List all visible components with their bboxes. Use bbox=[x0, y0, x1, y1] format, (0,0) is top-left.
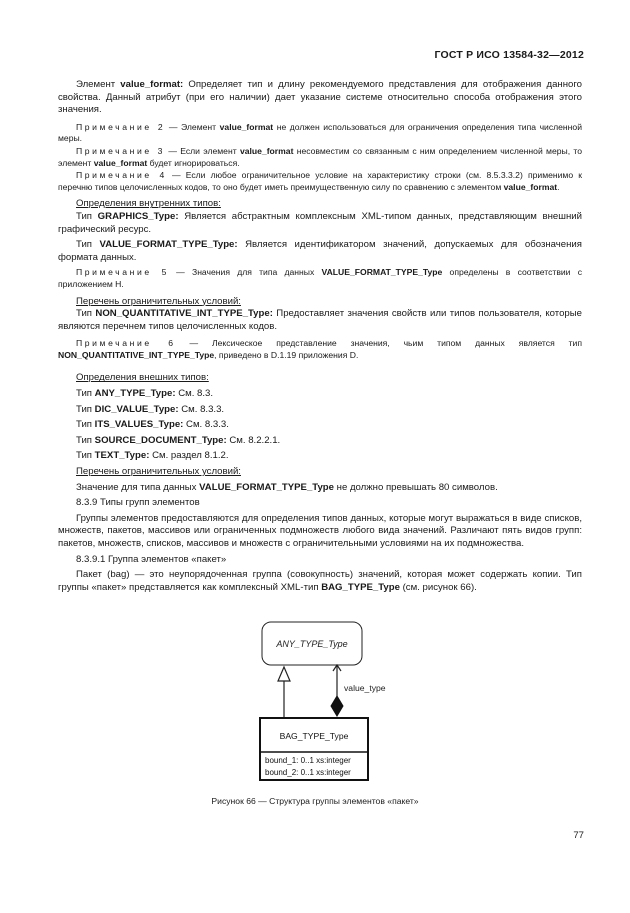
note-label: Примечание 3 bbox=[76, 145, 166, 156]
section-8-3-9-1-heading: 8.3.9.1 Группа элементов «пакет» bbox=[76, 553, 227, 565]
note-label: Примечание 2 bbox=[76, 121, 166, 132]
text: Пакет (bag) — это неупорядоченная группа (совокупность) значений, которая может содержать копии. Тип группы «пакет» представляется как комплексный XML-тип bbox=[58, 569, 582, 593]
section-8-3-9-text: Группы элементов предоставляются для определения типов данных, которые могут выражаться в виде списков, множеств, пакетов, массивов или ограниченных подмножеств любого вида значений. Различают пять видов групп: пакетов, множеств, списков, массивов и множеств с ограничительными условиями на их подмножества. bbox=[58, 512, 582, 549]
bound-1-attribute: bound_1: 0..1 xs:integer bbox=[265, 756, 351, 765]
inheritance-arrow bbox=[278, 667, 290, 718]
heading: Перечень ограничительных условий: bbox=[76, 466, 241, 478]
text: (см. рисунок 66). bbox=[399, 581, 477, 593]
term: value_format bbox=[93, 157, 148, 168]
text: См. 8.2.2.1. bbox=[226, 434, 281, 446]
text: Тип bbox=[76, 434, 95, 446]
text: Предоставляет значения свойств или типов пользователя, которые являются перечнем типов целочисленных кодов. bbox=[58, 308, 582, 332]
text: Является идентификатором значений, допускаемых для обозначения формата данных. bbox=[58, 239, 582, 263]
term: value_format bbox=[503, 181, 558, 192]
term: ITS_VALUES_Type: bbox=[94, 419, 184, 431]
term: TEXT_Type: bbox=[94, 450, 150, 462]
page-number: 77 bbox=[573, 830, 584, 841]
term: VALUE_FORMAT_TYPE_Type: bbox=[99, 239, 238, 251]
text: несовместим со связанным с ним определением численной меры, то элемент bbox=[58, 145, 582, 168]
text: — Если элемент bbox=[165, 145, 240, 156]
text: Тип bbox=[76, 239, 100, 251]
document-header: ГОСТ Р ИСО 13584-32—2012 bbox=[434, 49, 584, 61]
heading: Определения внешних типов: bbox=[76, 372, 209, 384]
term: GRAPHICS_Type: bbox=[97, 210, 179, 222]
term: VALUE_FORMAT_TYPE_Type bbox=[199, 481, 334, 493]
bound-2-attribute: bound_2: 0..1 xs:integer bbox=[265, 768, 351, 777]
note-label: Примечание 6 bbox=[76, 338, 176, 349]
note-label: Примечание 4 bbox=[76, 170, 167, 181]
text: Является абстрактным комплексным XML-типом данных, представляющим внешний графический ресурс. bbox=[58, 210, 582, 235]
term: value_format: bbox=[120, 79, 184, 90]
text: Тип bbox=[76, 308, 96, 320]
term: VALUE_FORMAT_TYPE_Type bbox=[321, 267, 443, 278]
any-type-box bbox=[262, 622, 362, 665]
term: NON_QUANTITATIVE_INT_TYPE_Type bbox=[58, 349, 215, 360]
text: См. 8.3. bbox=[175, 388, 214, 400]
text: будет игнорироваться. bbox=[147, 157, 240, 168]
bag-type-label: BAG_TYPE_Type bbox=[279, 731, 349, 741]
text: не должно превышать 80 символов. bbox=[333, 481, 498, 493]
value-type-label: value_type bbox=[344, 683, 386, 693]
text: — Значения для типа данных bbox=[168, 267, 322, 278]
text: Значение для типа данных bbox=[76, 481, 200, 493]
figure-caption: Рисунок 66 — Структура группы элементов «пакет» bbox=[211, 796, 419, 806]
text: Тип bbox=[76, 210, 98, 222]
term: value_format bbox=[239, 145, 294, 156]
term: SOURCE_DOCUMENT_Type: bbox=[94, 434, 227, 446]
term: value_format bbox=[219, 121, 274, 132]
term: ANY_TYPE_Type: bbox=[94, 388, 176, 400]
aggregation-association bbox=[331, 665, 343, 716]
text: — Если любое ограничительное условие на характеристику строки (см. 8.5.3.3.2) применимо к перечню типов целочисленных кодов, то оно будет иметь преимущественную силу по сравнению с элементом bbox=[58, 170, 583, 192]
bag-type-box bbox=[260, 718, 368, 780]
text: Тип bbox=[76, 450, 95, 462]
text: , приведено в D.1.19 приложения D. bbox=[214, 349, 359, 360]
heading: Перечень ограничительных условий: bbox=[76, 295, 241, 307]
term: BAG_TYPE_Type bbox=[321, 581, 400, 593]
text: Тип bbox=[76, 403, 95, 415]
text: См. 8.3.3. bbox=[178, 403, 225, 415]
text: определены в соответствии с приложением H. bbox=[58, 267, 583, 289]
text: — Лексическое представление значения, чьим типом данных является тип bbox=[175, 338, 583, 349]
text: Тип bbox=[76, 388, 95, 400]
any-type-label: ANY_TYPE_Type bbox=[276, 639, 348, 649]
heading: Определения внутренних типов: bbox=[76, 198, 221, 210]
note-label: Примечание 5 bbox=[76, 267, 169, 278]
section-8-3-9-heading: 8.3.9 Типы групп элементов bbox=[76, 497, 200, 509]
text: — Элемент bbox=[165, 121, 220, 132]
text: Определяет тип и длину рекомендуемого представления для отображения данного свойства. Данный атрибут (при его наличии) дает указание системе относительно способа отображения этого значения. bbox=[58, 79, 582, 116]
text: Тип bbox=[76, 419, 95, 431]
text: . bbox=[557, 181, 560, 192]
term: DIC_VALUE_Type: bbox=[94, 403, 179, 415]
text: не должен использоваться для ограничения определения типа численной меры. bbox=[58, 121, 583, 144]
term: NON_QUANTITATIVE_INT_TYPE_Type: bbox=[95, 308, 273, 320]
text: См. раздел 8.1.2. bbox=[149, 450, 229, 462]
text: Элемент bbox=[76, 79, 121, 90]
text: См. 8.3.3. bbox=[183, 419, 229, 431]
